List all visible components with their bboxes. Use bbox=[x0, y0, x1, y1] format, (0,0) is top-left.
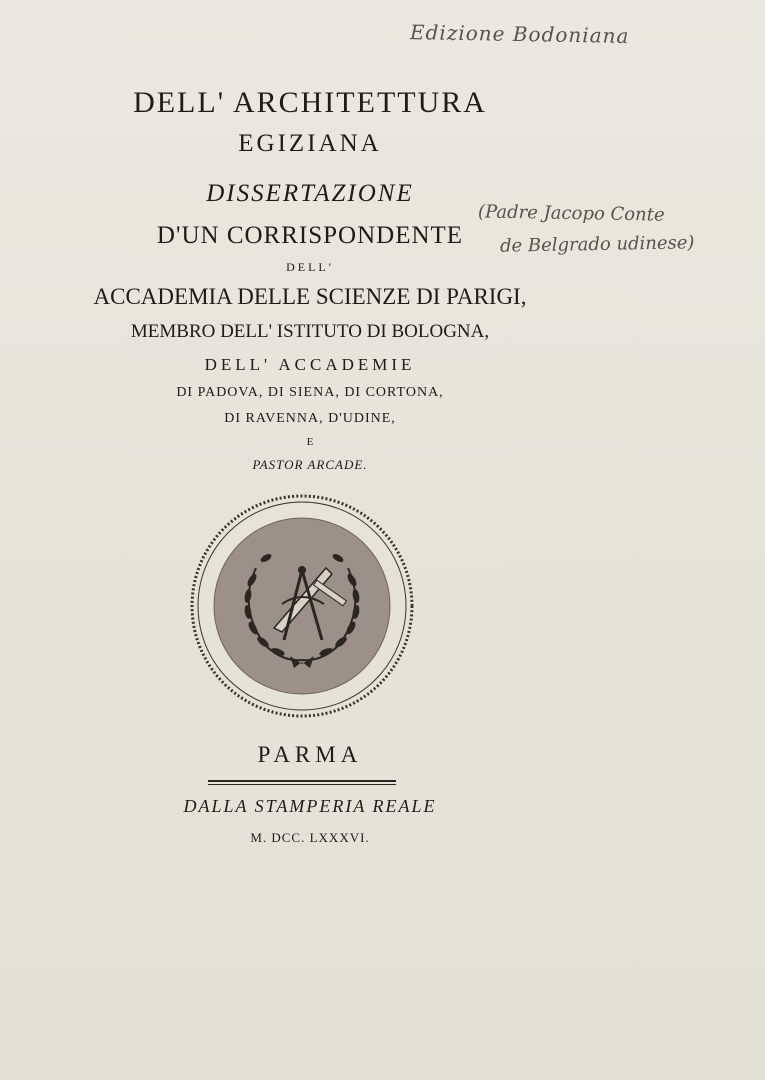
compass-square-laurel-emblem-icon bbox=[186, 492, 418, 720]
printer-line: DALLA STAMPERIA REALE bbox=[183, 796, 437, 816]
cities-line-1: DI PADOVA, DI SIENA, DI CORTONA, bbox=[176, 385, 444, 400]
main-title: DELL' ARCHITETTURA bbox=[133, 86, 487, 119]
double-rule-thin bbox=[208, 784, 396, 785]
handwritten-top-note: Edizione Bodoniana bbox=[409, 20, 630, 48]
academies-heading: DELL' ACCADEMIE bbox=[204, 355, 416, 374]
double-rule-thick bbox=[208, 780, 396, 782]
place-line: PARMA bbox=[257, 742, 363, 767]
handwritten-margin-note-2: de Belgrado udinese) bbox=[499, 232, 695, 257]
subtitle: EGIZIANA bbox=[238, 130, 382, 157]
genre-line: DISSERTAZIONE bbox=[206, 180, 414, 207]
author-line: D'UN CORRISPONDENTE bbox=[156, 222, 464, 249]
dell-line: DELL' bbox=[286, 260, 334, 274]
handwritten-margin-note-1: (Padre Jacopo Conte bbox=[477, 201, 665, 226]
member-line: MEMBRO DELL' ISTITUTO DI BOLOGNA, bbox=[130, 321, 490, 342]
date-line: M. DCC. LXXXVI. bbox=[250, 830, 370, 845]
cities-line-2: DI RAVENNA, D'UDINE, bbox=[224, 411, 396, 426]
academy-line: ACCADEMIA DELLE SCIENZE DI PARIGI, bbox=[93, 284, 527, 309]
pastor-line: PASTOR ARCADE. bbox=[252, 457, 368, 472]
conjunction-line: E bbox=[306, 436, 314, 448]
